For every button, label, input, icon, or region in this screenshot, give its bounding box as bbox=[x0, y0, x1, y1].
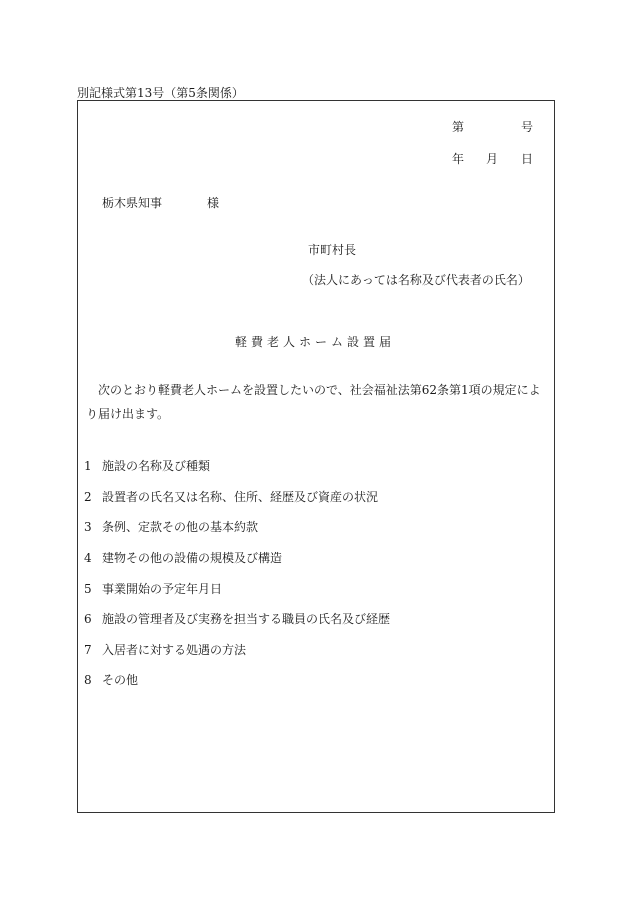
form-label: 別記様式第13号（第5条関係） bbox=[77, 86, 244, 100]
body-text: 次のとおり軽費老人ホームを設置したいので、社会福祉法第62条第1項の規定により届け出ます。 bbox=[86, 383, 541, 421]
list-item bbox=[84, 641, 246, 658]
item-text: 条例、定款その他の基本約款 bbox=[102, 520, 259, 534]
item-number: 5 bbox=[84, 582, 92, 596]
list-item bbox=[84, 580, 222, 597]
date-month-label: 月 bbox=[486, 152, 499, 166]
item-text: 施設の管理者及び実務を担当する職員の氏名及び経歴 bbox=[102, 612, 391, 626]
item-number: 2 bbox=[84, 490, 92, 504]
item-text: 事業開始の予定年月日 bbox=[102, 582, 223, 596]
sender-title: 市町村長 bbox=[308, 243, 357, 257]
addressee-name: 栃木県知事 bbox=[102, 196, 163, 210]
item-number: 4 bbox=[84, 551, 92, 565]
item-text: その他 bbox=[102, 673, 139, 687]
addressee-honorific: 様 bbox=[207, 196, 220, 210]
item-text: 施設の名称及び種類 bbox=[102, 459, 211, 473]
list-item bbox=[84, 610, 390, 627]
list-item bbox=[84, 457, 210, 474]
list-item bbox=[84, 549, 282, 566]
date-day-label: 日 bbox=[521, 152, 534, 166]
document-title: 軽費老人ホーム設置届 bbox=[234, 335, 395, 349]
number-suffix: 号 bbox=[521, 120, 534, 134]
list-item bbox=[84, 671, 138, 688]
list-item bbox=[84, 518, 258, 535]
number-prefix: 第 bbox=[452, 120, 465, 134]
sender-note: （法人にあっては名称及び代表者の氏名） bbox=[302, 273, 530, 287]
list-item bbox=[84, 488, 378, 505]
item-text: 建物その他の設備の規模及び構造 bbox=[102, 551, 283, 565]
item-number: 1 bbox=[84, 459, 92, 473]
item-text: 入居者に対する処遇の方法 bbox=[102, 643, 247, 657]
item-number: 6 bbox=[84, 612, 92, 626]
item-number: 7 bbox=[84, 643, 92, 657]
item-number: 8 bbox=[84, 673, 92, 687]
item-text: 設置者の氏名又は名称、住所、経歴及び資産の状況 bbox=[102, 490, 379, 504]
date-year-label: 年 bbox=[452, 152, 465, 166]
item-number: 3 bbox=[84, 520, 92, 534]
